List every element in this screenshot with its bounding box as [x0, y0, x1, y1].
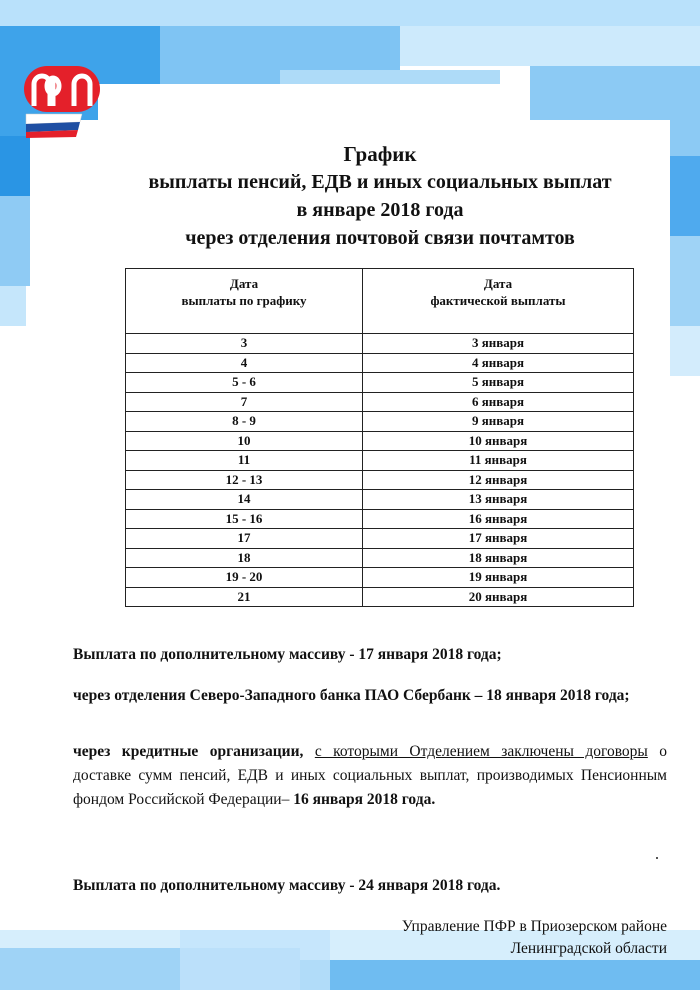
stray-mark: [656, 857, 658, 859]
table-row: [126, 529, 634, 549]
header-scheduled-date: Дата выплаты по графику: [126, 269, 363, 334]
table-row: [126, 548, 634, 568]
cell-scheduled-date: 5 - 6: [126, 373, 363, 393]
cell-scheduled-date: 14: [126, 490, 363, 510]
cell-actual-date: 13 января: [363, 490, 634, 510]
cell-actual-date: 12 января: [363, 470, 634, 490]
table-row: [126, 587, 634, 607]
cell-actual-date: 5 января: [363, 373, 634, 393]
table-row: [126, 490, 634, 510]
cell-actual-date: 3 января: [363, 334, 634, 354]
table-row: [126, 451, 634, 471]
title-line-4: через отделения почтовой связи почтамтов: [185, 227, 575, 249]
cell-scheduled-date: 8 - 9: [126, 412, 363, 432]
signature-block: [402, 916, 667, 960]
cell-actual-date: 20 января: [363, 587, 634, 607]
cell-scheduled-date: 4: [126, 353, 363, 373]
cell-scheduled-date: 15 - 16: [126, 509, 363, 529]
table-row: [126, 373, 634, 393]
cell-scheduled-date: 7: [126, 392, 363, 412]
credit-orgs-text: о доставке сумм пенсий, ЕДВ и иных социальных выплат, производимых Пенсионным фондом Российской Федерации–: [73, 743, 668, 808]
table-row: [126, 353, 634, 373]
table-row: [126, 412, 634, 432]
cell-scheduled-date: 12 - 13: [126, 470, 363, 490]
title-line-1: График: [343, 142, 417, 166]
cell-actual-date: 6 января: [363, 392, 634, 412]
table-row: [126, 568, 634, 588]
cell-actual-date: 19 января: [363, 568, 634, 588]
cell-actual-date: 18 января: [363, 548, 634, 568]
cell-scheduled-date: 3: [126, 334, 363, 354]
credit-orgs-date: 16 января 2018 года.: [293, 791, 436, 808]
credit-orgs-underlined: с которыми Отделением заключены договоры: [314, 743, 648, 760]
cell-actual-date: 11 января: [363, 451, 634, 471]
cell-actual-date: 4 января: [363, 353, 634, 373]
signature-line-1: Управление ПФР в Приозерском районе: [401, 918, 667, 935]
paragraph-additional-17: Выплата по дополнительному массиву - 17 января 2018 года;: [73, 646, 502, 663]
header-actual-date: Дата фактической выплаты: [363, 269, 634, 334]
signature-line-2: Ленинградской области: [510, 940, 667, 957]
pfr-logo-icon: [22, 62, 102, 138]
table-row: [126, 334, 634, 354]
cell-actual-date: 9 января: [363, 412, 634, 432]
document-title: [100, 140, 660, 252]
cell-scheduled-date: 19 - 20: [126, 568, 363, 588]
paragraph-credit-organizations: [73, 740, 667, 812]
cell-actual-date: 10 января: [363, 431, 634, 451]
cell-scheduled-date: 11: [126, 451, 363, 471]
paragraph-sberbank: через отделения Северо-Западного банка ПАО Сбербанк – 18 января 2018 года;: [73, 687, 630, 704]
cell-scheduled-date: 17: [126, 529, 363, 549]
title-line-3: в январе 2018 года: [296, 199, 464, 221]
cell-actual-date: 17 января: [363, 529, 634, 549]
table-row: [126, 509, 634, 529]
table-row: [126, 431, 634, 451]
title-line-2: выплаты пенсий, ЕДВ и иных социальных выплат: [148, 171, 612, 193]
cell-scheduled-date: 18: [126, 548, 363, 568]
credit-orgs-lead: через кредитные организации,: [73, 743, 304, 760]
table-header-row: [126, 269, 634, 334]
table-row: [126, 392, 634, 412]
cell-scheduled-date: 21: [126, 587, 363, 607]
payment-schedule-table: [125, 268, 634, 607]
table-row: [126, 470, 634, 490]
cell-actual-date: 16 января: [363, 509, 634, 529]
cell-scheduled-date: 10: [126, 431, 363, 451]
paragraph-additional-24: Выплата по дополнительному массиву - 24 января 2018 года.: [73, 877, 501, 894]
